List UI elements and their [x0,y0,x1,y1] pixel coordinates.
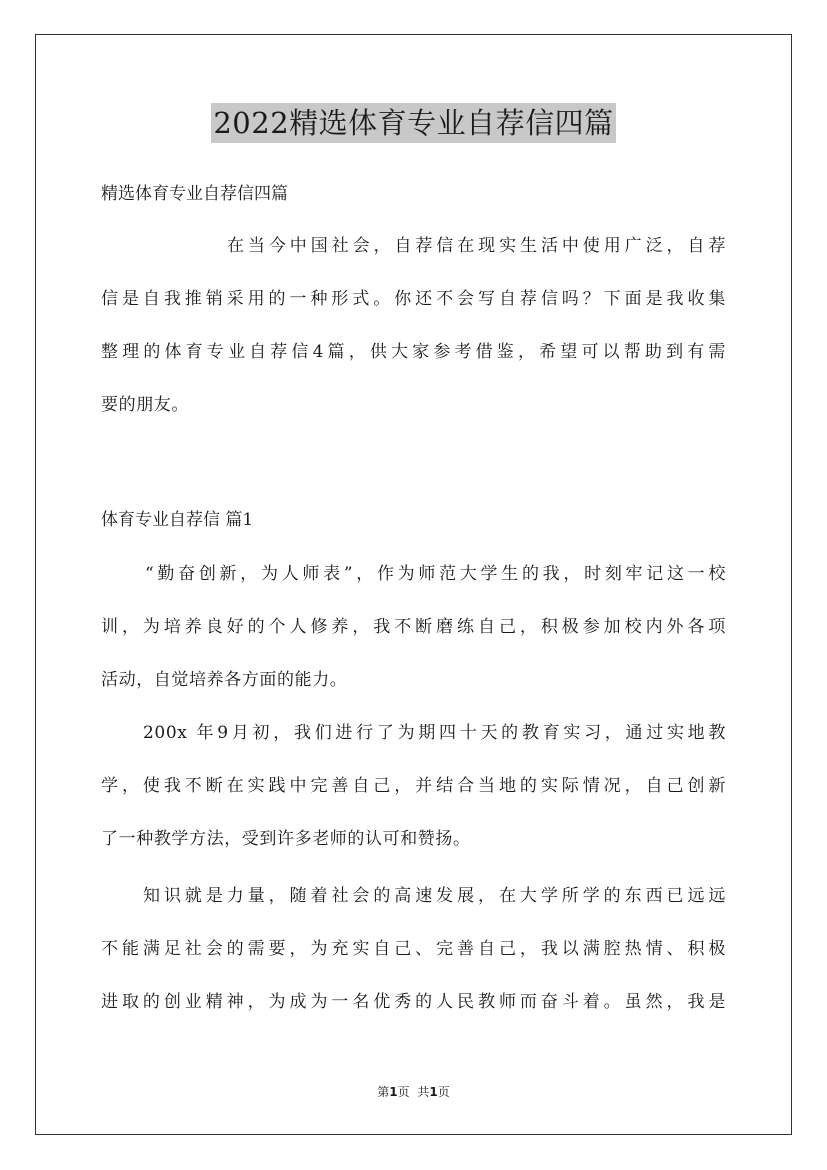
intro-line: 整理的体育专业自荐信4篇，供大家参考借鉴，希望可以帮助到有需 [101,342,726,362]
document-subtitle: 精选体育专业自荐信四篇 [101,184,288,204]
paragraph-line: 知识就是力量，随着社会的高速发展，在大学所学的东西已远远 [143,886,726,906]
intro-paragraph [101,220,726,432]
intro-line: 信是自我推销采用的一种形式。你还不会写自荐信吗？下面是我收集 [101,289,726,309]
footer-page-current: 1 [389,1085,398,1099]
intro-line: 在当今中国社会，自荐信在现实生活中使用广泛，自荐 [227,236,726,256]
paragraph-line: 活动，自觉培养各方面的能力。 [101,670,348,690]
page-footer [0,1083,827,1101]
intro-line: 要的朋友。 [101,395,189,415]
footer-total-prefix: 共 [417,1085,430,1099]
body-paragraph-1 [101,548,726,707]
paragraph-line: 学，使我不断在实践中完善自己，并结合当地的实际情况，自己创新 [101,776,726,796]
paragraph-line: 了一种教学方法，受到许多老师的认可和赞扬。 [101,829,471,849]
body-paragraph-3 [101,870,726,1029]
body-paragraph-2 [101,707,726,866]
paragraph-line: “勤奋创新，为人师表”，作为师范大学生的我，时刻牢记这一校 [145,564,726,584]
paragraph-line: 200x 年9月初，我们进行了为期四十天的教育实习，通过实地教 [143,723,726,743]
paragraph-line: 不能满足社会的需要，为充实自己、完善自己，我以满腔热情、积极 [101,939,726,959]
footer-page-total: 1 [429,1085,438,1099]
footer-total-suffix: 页 [437,1085,450,1099]
paragraph-line: 进取的创业精神，为成为一名优秀的人民教师而奋斗着。虽然，我是 [101,992,726,1012]
footer-page-suffix: 页 [397,1085,410,1099]
section-heading: 体育专业自荐信 篇1 [101,510,254,530]
footer-page-prefix: 第 [377,1085,390,1099]
title-container [0,103,827,143]
paragraph-line: 训，为培养良好的个人修养，我不断磨练自己，积极参加校内外各项 [101,617,726,637]
document-title: 2022精选体育专业自荐信四篇 [211,103,615,143]
